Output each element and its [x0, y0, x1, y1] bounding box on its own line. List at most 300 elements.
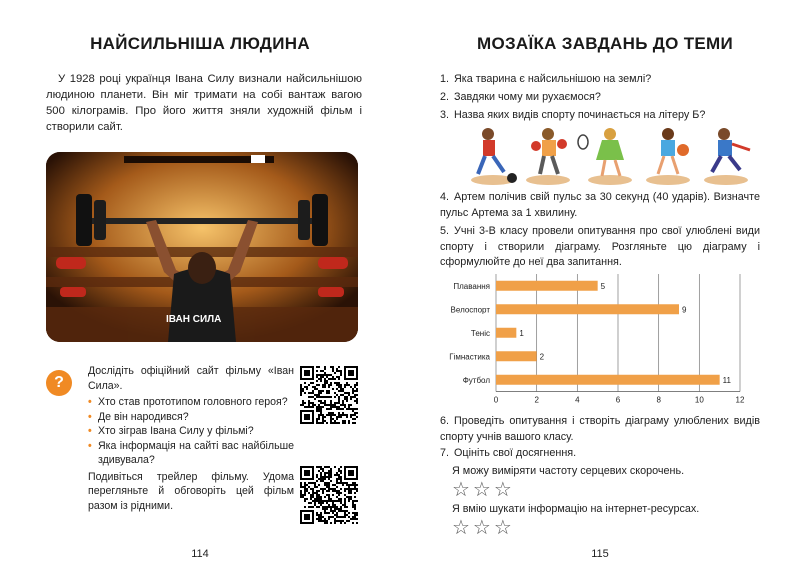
qr-module — [356, 412, 358, 414]
qr-module — [318, 490, 320, 492]
qr-module — [312, 492, 314, 494]
qr-module — [346, 414, 348, 416]
qr-module — [320, 474, 322, 476]
qr-module — [354, 518, 356, 520]
qr-module — [310, 406, 312, 408]
qr-module — [334, 490, 336, 492]
qr-module — [328, 504, 330, 506]
photo-title-text: ІВАН СИЛА — [166, 314, 222, 325]
qr-module — [344, 490, 346, 492]
qr-module — [326, 486, 328, 488]
qr-module — [320, 500, 322, 502]
qr-module — [354, 394, 356, 396]
x-tick-label: 0 — [493, 395, 499, 405]
qr-module — [326, 472, 328, 474]
qr-module — [304, 500, 306, 502]
qr-module — [322, 488, 324, 490]
qr-module — [338, 494, 340, 496]
qr-module — [352, 388, 354, 390]
qr-module — [324, 484, 326, 486]
qr-module — [330, 474, 332, 476]
qr-module — [308, 492, 310, 494]
qr-module — [346, 488, 348, 490]
qr-module — [352, 516, 354, 518]
qr-module — [320, 512, 322, 514]
qr-module — [326, 508, 328, 510]
qr-module — [324, 510, 326, 512]
qr-module — [352, 502, 354, 504]
qr-module — [326, 512, 328, 514]
qr-module — [316, 512, 318, 514]
qr-module — [346, 506, 348, 508]
qr-module — [314, 404, 316, 406]
qr-module — [324, 372, 326, 374]
task-bullet: • Яка інформація на сайті вас найбільше здивувала? — [88, 439, 294, 468]
qr-module — [354, 516, 356, 518]
qr-module — [328, 474, 330, 476]
qr-module — [346, 520, 348, 522]
qr-module — [326, 380, 328, 382]
qr-module — [302, 400, 304, 402]
qr-code-site[interactable] — [300, 366, 358, 424]
qr-module — [318, 406, 320, 408]
qr-module — [336, 520, 338, 522]
qr-module — [316, 396, 318, 398]
data-label: 11 — [722, 375, 731, 385]
qr-module — [346, 484, 348, 486]
bar — [496, 304, 679, 314]
qr-module — [330, 404, 332, 406]
qr-module — [314, 386, 316, 388]
qr-module — [340, 470, 342, 472]
qr-module — [334, 508, 336, 510]
qr-module — [330, 366, 332, 368]
qr-module — [344, 420, 346, 422]
qr-finder-center — [348, 470, 354, 476]
qr-module — [310, 482, 312, 484]
qr-module — [300, 394, 302, 396]
qr-module — [320, 400, 322, 402]
qr-module — [306, 488, 308, 490]
qr-module — [316, 494, 318, 496]
qr-module — [338, 500, 340, 502]
qr-module — [304, 392, 306, 394]
qr-module — [336, 500, 338, 502]
qr-module — [318, 416, 320, 418]
qr-module — [326, 422, 328, 424]
qr-module — [310, 488, 312, 490]
qr-module — [334, 420, 336, 422]
qr-module — [316, 514, 318, 516]
qr-module — [320, 498, 322, 500]
qr-module — [324, 520, 326, 522]
qr-module — [336, 478, 338, 480]
qr-module — [320, 412, 322, 414]
qr-module — [328, 512, 330, 514]
qr-module — [328, 488, 330, 490]
qr-module — [336, 514, 338, 516]
qr-module — [350, 498, 352, 500]
qr-module — [330, 480, 332, 482]
qr-module — [300, 496, 302, 498]
qr-module — [322, 478, 324, 480]
qr-module — [344, 502, 346, 504]
qr-module — [318, 378, 320, 380]
qr-module — [338, 510, 340, 512]
qr-module — [344, 406, 346, 408]
qr-module — [350, 492, 352, 494]
qr-module — [304, 494, 306, 496]
qr-module — [356, 488, 358, 490]
qr-module — [300, 486, 302, 488]
qr-module — [300, 492, 302, 494]
qr-module — [318, 484, 320, 486]
qr-module — [320, 516, 322, 518]
qr-module — [340, 416, 342, 418]
qr-module — [312, 386, 314, 388]
qr-module — [342, 420, 344, 422]
qr-module — [326, 376, 328, 378]
qr-module — [322, 420, 324, 422]
qr-module — [328, 396, 330, 398]
qr-module — [302, 390, 304, 392]
qr-module — [340, 372, 342, 374]
qr-module — [338, 398, 340, 400]
qr-module — [356, 390, 358, 392]
qr-module — [336, 368, 338, 370]
qr-module — [314, 484, 316, 486]
bar — [496, 375, 720, 385]
qr-module — [336, 394, 338, 396]
qr-module — [320, 374, 322, 376]
qr-finder-center — [304, 414, 310, 420]
qr-module — [312, 392, 314, 394]
qr-module — [332, 376, 334, 378]
qr-module — [340, 510, 342, 512]
data-label: 5 — [600, 281, 606, 291]
qr-module — [320, 380, 322, 382]
qr-module — [326, 502, 328, 504]
qr-module — [346, 416, 348, 418]
qr-module — [318, 514, 320, 516]
qr-module — [304, 488, 306, 490]
qr-module — [322, 500, 324, 502]
qr-module — [326, 390, 328, 392]
qr-module — [354, 512, 356, 514]
question-5: 5. Учні 3-В класу провели опитування про свої улюблені види спорту і створили діаграму. Розгляньте цю діаграму і сформулюйте до неї два запитання. — [440, 225, 760, 268]
bar — [496, 281, 598, 291]
qr-module — [330, 374, 332, 376]
qr-module — [324, 400, 326, 402]
x-tick-label: 12 — [735, 395, 745, 405]
qr-module — [352, 418, 354, 420]
qr-module — [320, 376, 322, 378]
qr-module — [324, 500, 326, 502]
qr-module — [322, 396, 324, 398]
qr-module — [342, 400, 344, 402]
qr-module — [340, 516, 342, 518]
qr-module — [354, 506, 356, 508]
qr-module — [326, 500, 328, 502]
qr-module — [324, 402, 326, 404]
qr-module — [336, 408, 338, 410]
qr-module — [310, 396, 312, 398]
qr-module — [316, 476, 318, 478]
qr-module — [322, 492, 324, 494]
qr-module — [316, 366, 318, 368]
qr-module — [340, 414, 342, 416]
qr-module — [302, 402, 304, 404]
qr-module — [338, 478, 340, 480]
qr-module — [326, 490, 328, 492]
qr-module — [330, 470, 332, 472]
qr-module — [334, 372, 336, 374]
qr-module — [340, 386, 342, 388]
qr-module — [314, 502, 316, 504]
qr-module — [312, 500, 314, 502]
football-kid — [471, 128, 517, 185]
qr-module — [340, 384, 342, 386]
qr-module — [320, 410, 322, 412]
qr-module — [352, 422, 354, 424]
qr-module — [316, 394, 318, 396]
qr-module — [318, 478, 320, 480]
qr-module — [350, 496, 352, 498]
question-4: 4. Артем полічив свій пульс за 30 секунд (40 ударів). Визначте пульс Артема за 1 хвилину. — [440, 191, 760, 219]
qr-module — [350, 484, 352, 486]
qr-module — [348, 408, 350, 410]
qr-module — [316, 388, 318, 390]
qr-module — [328, 386, 330, 388]
qr-module — [300, 484, 302, 486]
qr-module — [316, 498, 318, 500]
qr-module — [328, 392, 330, 394]
qr-module — [328, 378, 330, 380]
qr-module — [338, 378, 340, 380]
qr-module — [334, 474, 336, 476]
qr-module — [352, 408, 354, 410]
qr-module — [328, 518, 330, 520]
qr-module — [350, 408, 352, 410]
qr-module — [350, 386, 352, 388]
qr-module — [340, 374, 342, 376]
qr-module — [326, 506, 328, 508]
qr-module — [338, 470, 340, 472]
qr-module — [338, 508, 340, 510]
task-bullets — [88, 395, 294, 468]
qr-module — [322, 468, 324, 470]
achievement-text: Я вмію шукати інформацію на інтернет-ресурсах. — [452, 503, 700, 515]
qr-module — [342, 504, 344, 506]
qr-module — [334, 406, 336, 408]
qr-module — [346, 482, 348, 484]
qr-module — [338, 516, 340, 518]
qr-module — [314, 498, 316, 500]
qr-module — [352, 488, 354, 490]
qr-module — [324, 482, 326, 484]
qr-module — [336, 486, 338, 488]
qr-module — [308, 392, 310, 394]
qr-module — [320, 496, 322, 498]
qr-module — [304, 492, 306, 494]
qr-module — [354, 400, 356, 402]
qr-module — [330, 420, 332, 422]
qr-module — [320, 468, 322, 470]
qr-module — [348, 488, 350, 490]
qr-module — [356, 402, 358, 404]
qr-module — [348, 498, 350, 500]
qr-module — [314, 486, 316, 488]
qr-module — [354, 508, 356, 510]
qr-module — [314, 398, 316, 400]
qr-module — [318, 374, 320, 376]
qr-module — [310, 502, 312, 504]
question-icon: ? — [46, 370, 72, 396]
qr-module — [324, 416, 326, 418]
qr-module — [332, 414, 334, 416]
qr-module — [336, 370, 338, 372]
qr-module — [340, 506, 342, 508]
qr-module — [352, 390, 354, 392]
task-bullet: • Де він народився? — [88, 410, 294, 425]
qr-module — [320, 466, 322, 468]
question-2: 2. Завдяки чому ми рухаємося? — [440, 91, 601, 103]
qr-module — [302, 404, 304, 406]
qr-module — [338, 482, 340, 484]
qr-module — [304, 484, 306, 486]
qr-module — [306, 388, 308, 390]
qr-module — [322, 416, 324, 418]
qr-module — [340, 482, 342, 484]
qr-module — [322, 386, 324, 388]
qr-module — [338, 370, 340, 372]
qr-module — [324, 478, 326, 480]
page-number-right: 115 — [591, 548, 609, 560]
star-rating[interactable]: ☆☆☆ — [452, 478, 515, 501]
qr-module — [332, 510, 334, 512]
qr-module — [332, 488, 334, 490]
qr-module — [328, 516, 330, 518]
qr-module — [336, 482, 338, 484]
qr-module — [320, 390, 322, 392]
qr-module — [318, 396, 320, 398]
strongman-illustration — [46, 152, 358, 342]
boxing-kid — [526, 128, 570, 185]
qr-module — [324, 496, 326, 498]
qr-module — [348, 486, 350, 488]
qr-module — [332, 502, 334, 504]
qr-module — [330, 508, 332, 510]
qr-module — [352, 506, 354, 508]
qr-module — [336, 384, 338, 386]
qr-module — [322, 370, 324, 372]
qr-module — [336, 474, 338, 476]
qr-module — [324, 384, 326, 386]
qr-module — [322, 490, 324, 492]
qr-module — [348, 484, 350, 486]
qr-module — [316, 380, 318, 382]
qr-module — [340, 390, 342, 392]
qr-module — [322, 390, 324, 392]
qr-module — [320, 406, 322, 408]
qr-module — [318, 418, 320, 420]
qr-module — [318, 516, 320, 518]
qr-module — [312, 396, 314, 398]
qr-module — [318, 366, 320, 368]
qr-module — [328, 470, 330, 472]
qr-module — [336, 496, 338, 498]
qr-module — [312, 482, 314, 484]
qr-module — [350, 396, 352, 398]
qr-module — [300, 392, 302, 394]
bar — [496, 351, 537, 361]
qr-module — [344, 500, 346, 502]
qr-module — [354, 504, 356, 506]
sports-kids-illustration — [468, 124, 758, 186]
qr-module — [354, 384, 356, 386]
qr-module — [348, 492, 350, 494]
qr-module — [316, 384, 318, 386]
qr-module — [334, 514, 336, 516]
qr-module — [354, 396, 356, 398]
qr-module — [340, 480, 342, 482]
qr-module — [322, 384, 324, 386]
qr-code-trailer[interactable] — [300, 466, 358, 524]
qr-module — [350, 404, 352, 406]
qr-module — [340, 492, 342, 494]
qr-module — [356, 400, 358, 402]
qr-module — [330, 506, 332, 508]
qr-module — [302, 486, 304, 488]
qr-module — [356, 408, 358, 410]
qr-module — [308, 400, 310, 402]
qr-module — [332, 368, 334, 370]
qr-module — [318, 394, 320, 396]
star-rating[interactable]: ☆☆☆ — [452, 516, 515, 539]
qr-module — [330, 414, 332, 416]
qr-module — [334, 402, 336, 404]
qr-module — [330, 488, 332, 490]
qr-module — [348, 384, 350, 386]
qr-module — [322, 418, 324, 420]
qr-module — [324, 386, 326, 388]
qr-module — [328, 404, 330, 406]
qr-module — [320, 478, 322, 480]
qr-module — [328, 476, 330, 478]
qr-module — [342, 414, 344, 416]
running-kid — [704, 128, 750, 185]
qr-module — [354, 408, 356, 410]
qr-module — [354, 390, 356, 392]
qr-module — [306, 490, 308, 492]
qr-module — [340, 472, 342, 474]
qr-module — [316, 376, 318, 378]
x-tick-label: 2 — [534, 395, 539, 405]
qr-module — [318, 506, 320, 508]
qr-module — [316, 466, 318, 468]
qr-module — [342, 408, 344, 410]
qr-module — [310, 392, 312, 394]
qr-module — [320, 514, 322, 516]
achievement-1 — [452, 464, 758, 500]
qr-module — [332, 506, 334, 508]
qr-module — [338, 366, 340, 368]
qr-module — [332, 484, 334, 486]
qr-module — [328, 412, 330, 414]
qr-module — [304, 498, 306, 500]
qr-module — [340, 520, 342, 522]
qr-module — [340, 498, 342, 500]
